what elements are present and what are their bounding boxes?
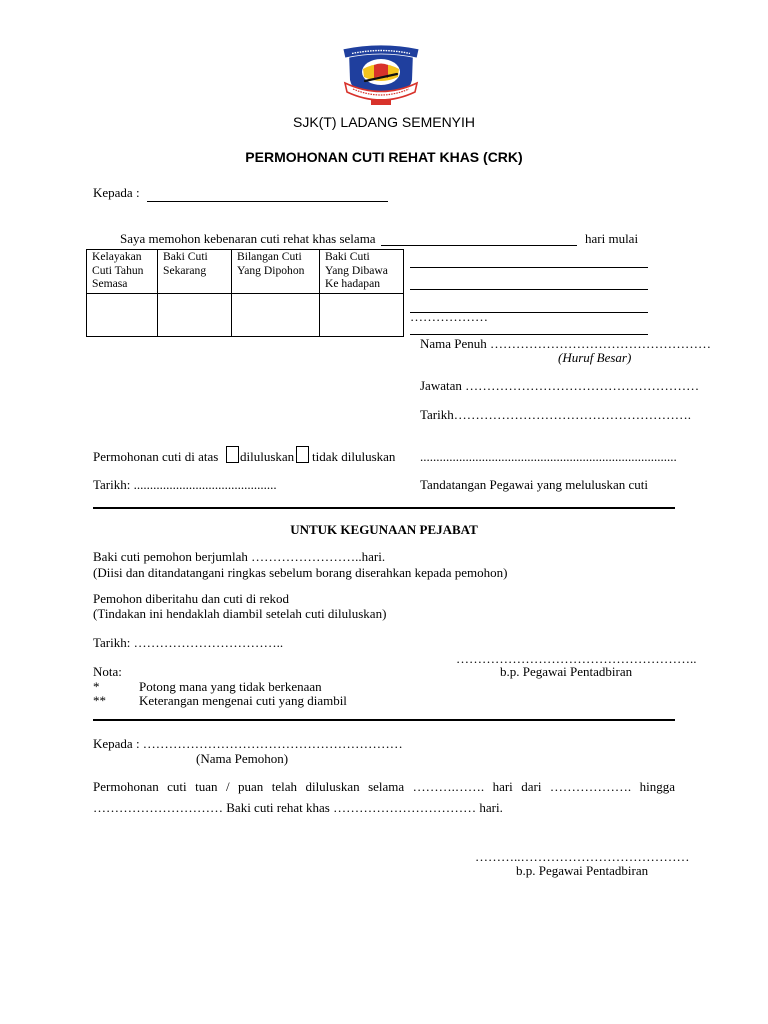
- approved-label: diluluskan: [240, 449, 295, 464]
- applicant-date-line: Tarikh……………………………………………….: [420, 407, 691, 422]
- reply-approval-line: Permohonan cuti tuan / puan telah diluluskan selama ……….……. hari dari ………………. hingga: [93, 779, 675, 794]
- office-date-line: Tarikh: ……………………………..: [93, 635, 284, 650]
- address-line-1: [410, 267, 648, 268]
- recorded-note: (Tindakan ini hendaklah diambil setelah cuti diluluskan): [93, 606, 387, 621]
- current-balance-cell: [158, 294, 232, 337]
- recorded-line: Pemohon diberitahu dan cuti di rekod: [93, 591, 290, 606]
- admin-signature-caption: b.p. Pegawai Pentadbiran: [500, 664, 633, 679]
- school-name: SJK(T) LADANG SEMENYIH: [292, 114, 476, 130]
- request-text: Saya memohon kebenaran cuti rehat khas selama: [120, 231, 376, 246]
- rejected-label: tidak diluluskan: [312, 449, 396, 464]
- officer-signature-caption: Tandatangan Pegawai yang meluluskan cuti: [420, 477, 648, 492]
- leave-table-row: [87, 294, 404, 337]
- note-marker: *: [93, 679, 100, 694]
- position-line: Jawatan ………………………………………………: [420, 378, 700, 393]
- reply-balance-line: ………………………… Baki cuti rehat khas …………………………… hari.: [93, 800, 503, 815]
- officer-signature-dots: ...............................................................................: [420, 449, 677, 464]
- admin-signature-dots: ………………………………………………..: [456, 651, 697, 666]
- days-requested-cell: [232, 294, 320, 337]
- full-name-line: Nama Penuh ……………………………………………: [420, 336, 712, 351]
- reply-recipient-line: Kepada : ……………………………………………………: [93, 736, 403, 751]
- note-text: Keterangan mengenai cuti yang diambil: [139, 693, 347, 708]
- carried-forward-cell: [320, 294, 404, 337]
- address-line-2: [410, 289, 648, 290]
- recipient-label: Kepada :: [93, 185, 140, 200]
- reply-signature-caption: b.p. Pegawai Pentadbiran: [516, 863, 649, 878]
- start-date-label: hari mulai: [585, 231, 639, 246]
- full-name-hint: (Huruf Besar): [558, 350, 632, 365]
- header-carried-forward: Baki Cuti Yang Dibawa Ke hadapan: [320, 250, 404, 294]
- leave-table-header-row: [87, 250, 404, 294]
- header-days-requested: Bilangan Cuti Yang Dipohon: [232, 250, 320, 294]
- section-divider-2: [93, 719, 675, 721]
- form-title: PERMOHONAN CUTI REHAT KHAS (CRK): [245, 149, 523, 165]
- balance-line: Baki cuti pemohon berjumlah ……………………..hari.: [93, 549, 386, 564]
- notes-label: Nota:: [93, 664, 122, 679]
- section-divider-1: [93, 507, 675, 509]
- crest-motto-banner: [371, 99, 391, 105]
- note-text: Potong mana yang tidak berkenaan: [139, 679, 322, 694]
- reply-signature-dots: ………..…………………………………: [475, 849, 690, 864]
- recipient-underline: [147, 201, 388, 202]
- balance-note: (Diisi dan ditandatangani ringkas sebelum borang diserahkan kepada pemohon): [93, 565, 508, 580]
- note-marker: **: [93, 693, 106, 708]
- reply-recipient-hint: (Nama Pemohon): [196, 751, 289, 766]
- decision-statement: Permohonan cuti di atas: [93, 449, 219, 464]
- decision-date-line: Tarikh: ............................................: [93, 477, 277, 492]
- header-current-balance: Baki Cuti Sekarang: [158, 250, 232, 294]
- office-use-heading: UNTUK KEGUNAAN PEJABAT: [290, 522, 478, 537]
- entitlement-cell: [87, 294, 158, 337]
- address-line-4: [410, 334, 648, 335]
- approved-checkbox-icon: [226, 446, 239, 463]
- rejected-checkbox-icon: [296, 446, 309, 463]
- leave-balance-table: [86, 249, 404, 337]
- leave-days-underline: [381, 245, 577, 246]
- header-entitlement: Kelayakan Cuti Tahun Semasa: [87, 250, 158, 294]
- school-crest-icon: [340, 44, 422, 108]
- address-dots: ………………: [410, 309, 488, 324]
